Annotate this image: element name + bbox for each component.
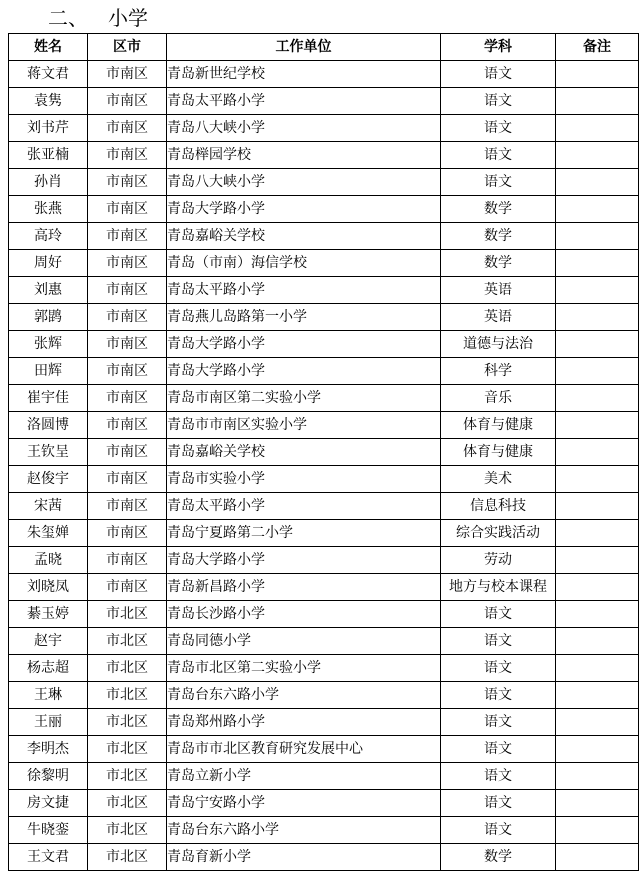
cell-note xyxy=(556,169,639,196)
cell-name: 牛晓銮 xyxy=(9,817,88,844)
cell-note xyxy=(556,682,639,709)
cell-name: 王文君 xyxy=(9,844,88,871)
cell-note xyxy=(556,115,639,142)
cell-note xyxy=(556,412,639,439)
cell-subject: 语文 xyxy=(441,817,556,844)
cell-unit: 青岛嘉峪关学校 xyxy=(167,439,441,466)
cell-district: 市北区 xyxy=(88,601,167,628)
cell-subject: 语文 xyxy=(441,142,556,169)
header-district: 区市 xyxy=(88,34,167,61)
section-title xyxy=(48,4,148,32)
cell-subject: 体育与健康 xyxy=(441,439,556,466)
cell-district: 市南区 xyxy=(88,196,167,223)
cell-district: 市南区 xyxy=(88,88,167,115)
cell-subject: 数学 xyxy=(441,223,556,250)
cell-unit: 青岛宁夏路第二小学 xyxy=(167,520,441,547)
table-row xyxy=(9,277,639,304)
table-row xyxy=(9,520,639,547)
cell-unit: 青岛新昌路小学 xyxy=(167,574,441,601)
cell-name: 蒋文君 xyxy=(9,61,88,88)
table-row xyxy=(9,574,639,601)
cell-name: 张亚楠 xyxy=(9,142,88,169)
table-row xyxy=(9,682,639,709)
cell-note xyxy=(556,223,639,250)
table-row xyxy=(9,88,639,115)
cell-subject: 音乐 xyxy=(441,385,556,412)
cell-name: 李明杰 xyxy=(9,736,88,763)
cell-unit: 青岛市北区第二实验小学 xyxy=(167,655,441,682)
table-row xyxy=(9,709,639,736)
section-number: 二、 xyxy=(48,6,88,30)
cell-unit: 青岛市市北区教育研究发展中心 xyxy=(167,736,441,763)
table-row xyxy=(9,304,639,331)
header-subject: 学科 xyxy=(441,34,556,61)
table-header-row xyxy=(9,34,639,61)
cell-unit: 青岛台东六路小学 xyxy=(167,817,441,844)
table-row xyxy=(9,385,639,412)
cell-district: 市南区 xyxy=(88,61,167,88)
cell-district: 市北区 xyxy=(88,682,167,709)
cell-district: 市南区 xyxy=(88,547,167,574)
cell-subject: 语文 xyxy=(441,115,556,142)
cell-note xyxy=(556,736,639,763)
cell-district: 市北区 xyxy=(88,655,167,682)
cell-unit: 青岛新世纪学校 xyxy=(167,61,441,88)
cell-subject: 综合实践活动 xyxy=(441,520,556,547)
cell-district: 市南区 xyxy=(88,493,167,520)
cell-district: 市北区 xyxy=(88,709,167,736)
cell-note xyxy=(556,277,639,304)
cell-name: 张燕 xyxy=(9,196,88,223)
cell-name: 孟晓 xyxy=(9,547,88,574)
cell-note xyxy=(556,493,639,520)
cell-district: 市南区 xyxy=(88,358,167,385)
cell-name: 田辉 xyxy=(9,358,88,385)
cell-name: 袁隽 xyxy=(9,88,88,115)
cell-note xyxy=(556,709,639,736)
cell-district: 市南区 xyxy=(88,277,167,304)
table-row xyxy=(9,331,639,358)
cell-subject: 语文 xyxy=(441,790,556,817)
cell-subject: 语文 xyxy=(441,682,556,709)
cell-unit: 青岛大学路小学 xyxy=(167,331,441,358)
cell-district: 市南区 xyxy=(88,574,167,601)
table-row xyxy=(9,493,639,520)
cell-unit: 青岛太平路小学 xyxy=(167,277,441,304)
cell-name: 王丽 xyxy=(9,709,88,736)
cell-district: 市南区 xyxy=(88,169,167,196)
cell-district: 市南区 xyxy=(88,304,167,331)
cell-name: 崔宇佳 xyxy=(9,385,88,412)
cell-unit: 青岛宁安路小学 xyxy=(167,790,441,817)
cell-unit: 青岛太平路小学 xyxy=(167,493,441,520)
cell-district: 市南区 xyxy=(88,385,167,412)
cell-district: 市北区 xyxy=(88,628,167,655)
cell-subject: 美术 xyxy=(441,466,556,493)
cell-name: 郭鹍 xyxy=(9,304,88,331)
table-row xyxy=(9,601,639,628)
cell-subject: 劳动 xyxy=(441,547,556,574)
cell-district: 市南区 xyxy=(88,142,167,169)
cell-unit: 青岛立新小学 xyxy=(167,763,441,790)
cell-note xyxy=(556,196,639,223)
cell-note xyxy=(556,601,639,628)
table-row xyxy=(9,169,639,196)
cell-district: 市北区 xyxy=(88,817,167,844)
cell-note xyxy=(556,466,639,493)
cell-district: 市南区 xyxy=(88,466,167,493)
cell-district: 市北区 xyxy=(88,736,167,763)
cell-name: 刘晓凤 xyxy=(9,574,88,601)
cell-name: 高玲 xyxy=(9,223,88,250)
header-name: 姓名 xyxy=(9,34,88,61)
table-row xyxy=(9,466,639,493)
cell-subject: 信息科技 xyxy=(441,493,556,520)
cell-name: 王琳 xyxy=(9,682,88,709)
cell-note xyxy=(556,844,639,871)
cell-unit: 青岛燕儿岛路第一小学 xyxy=(167,304,441,331)
cell-subject: 体育与健康 xyxy=(441,412,556,439)
cell-note xyxy=(556,655,639,682)
cell-unit: 青岛长沙路小学 xyxy=(167,601,441,628)
cell-district: 市南区 xyxy=(88,520,167,547)
cell-note xyxy=(556,763,639,790)
cell-name: 綦玉婷 xyxy=(9,601,88,628)
cell-name: 赵俊宇 xyxy=(9,466,88,493)
cell-district: 市南区 xyxy=(88,439,167,466)
cell-subject: 语文 xyxy=(441,88,556,115)
cell-unit: 青岛八大峡小学 xyxy=(167,169,441,196)
cell-note xyxy=(556,142,639,169)
cell-note xyxy=(556,547,639,574)
cell-subject: 语文 xyxy=(441,61,556,88)
cell-subject: 语文 xyxy=(441,169,556,196)
table-row xyxy=(9,547,639,574)
cell-district: 市北区 xyxy=(88,844,167,871)
cell-unit: 青岛大学路小学 xyxy=(167,547,441,574)
cell-note xyxy=(556,385,639,412)
cell-subject: 英语 xyxy=(441,277,556,304)
cell-unit: 青岛八大峡小学 xyxy=(167,115,441,142)
header-note: 备注 xyxy=(556,34,639,61)
cell-note xyxy=(556,628,639,655)
cell-unit: 青岛大学路小学 xyxy=(167,196,441,223)
cell-name: 张辉 xyxy=(9,331,88,358)
cell-subject: 道德与法治 xyxy=(441,331,556,358)
table-row xyxy=(9,223,639,250)
header-unit: 工作单位 xyxy=(167,34,441,61)
cell-subject: 数学 xyxy=(441,250,556,277)
cell-subject: 英语 xyxy=(441,304,556,331)
cell-unit: 青岛郑州路小学 xyxy=(167,709,441,736)
table-row xyxy=(9,61,639,88)
cell-name: 徐黎明 xyxy=(9,763,88,790)
table-row xyxy=(9,142,639,169)
cell-subject: 语文 xyxy=(441,736,556,763)
cell-subject: 科学 xyxy=(441,358,556,385)
cell-unit: 青岛（市南）海信学校 xyxy=(167,250,441,277)
cell-district: 市北区 xyxy=(88,763,167,790)
table-row xyxy=(9,790,639,817)
cell-note xyxy=(556,790,639,817)
cell-name: 房文捷 xyxy=(9,790,88,817)
cell-note xyxy=(556,250,639,277)
cell-subject: 语文 xyxy=(441,628,556,655)
cell-district: 市南区 xyxy=(88,412,167,439)
cell-district: 市南区 xyxy=(88,223,167,250)
teacher-roster-table xyxy=(8,33,639,871)
cell-name: 朱玺婵 xyxy=(9,520,88,547)
cell-name: 杨志超 xyxy=(9,655,88,682)
table-row xyxy=(9,358,639,385)
cell-name: 宋茜 xyxy=(9,493,88,520)
table-row xyxy=(9,655,639,682)
cell-unit: 青岛育新小学 xyxy=(167,844,441,871)
table-row xyxy=(9,628,639,655)
cell-name: 孙肖 xyxy=(9,169,88,196)
cell-note xyxy=(556,439,639,466)
cell-note xyxy=(556,520,639,547)
cell-note xyxy=(556,61,639,88)
table-row xyxy=(9,817,639,844)
table-row xyxy=(9,196,639,223)
cell-name: 洛圆博 xyxy=(9,412,88,439)
cell-note xyxy=(556,304,639,331)
table-row xyxy=(9,439,639,466)
cell-subject: 语文 xyxy=(441,709,556,736)
cell-subject: 语文 xyxy=(441,601,556,628)
cell-unit: 青岛市市南区实验小学 xyxy=(167,412,441,439)
table-row xyxy=(9,412,639,439)
cell-district: 市南区 xyxy=(88,115,167,142)
section-heading: 小学 xyxy=(108,6,148,30)
cell-subject: 语文 xyxy=(441,655,556,682)
cell-name: 刘惠 xyxy=(9,277,88,304)
cell-district: 市北区 xyxy=(88,790,167,817)
cell-unit: 青岛榉园学校 xyxy=(167,142,441,169)
table-row xyxy=(9,763,639,790)
cell-name: 王钦呈 xyxy=(9,439,88,466)
cell-name: 赵宇 xyxy=(9,628,88,655)
cell-note xyxy=(556,88,639,115)
cell-unit: 青岛同德小学 xyxy=(167,628,441,655)
cell-unit: 青岛市实验小学 xyxy=(167,466,441,493)
cell-unit: 青岛太平路小学 xyxy=(167,88,441,115)
cell-subject: 数学 xyxy=(441,844,556,871)
cell-name: 刘书芹 xyxy=(9,115,88,142)
cell-district: 市南区 xyxy=(88,250,167,277)
cell-note xyxy=(556,358,639,385)
table-row xyxy=(9,736,639,763)
cell-name: 周好 xyxy=(9,250,88,277)
cell-unit: 青岛台东六路小学 xyxy=(167,682,441,709)
cell-unit: 青岛嘉峪关学校 xyxy=(167,223,441,250)
cell-subject: 地方与校本课程 xyxy=(441,574,556,601)
cell-unit: 青岛市南区第二实验小学 xyxy=(167,385,441,412)
table-row xyxy=(9,115,639,142)
cell-note xyxy=(556,574,639,601)
table-row xyxy=(9,844,639,871)
cell-subject: 数学 xyxy=(441,196,556,223)
table-row xyxy=(9,250,639,277)
cell-subject: 语文 xyxy=(441,763,556,790)
cell-note xyxy=(556,817,639,844)
cell-district: 市南区 xyxy=(88,331,167,358)
cell-unit: 青岛大学路小学 xyxy=(167,358,441,385)
cell-note xyxy=(556,331,639,358)
